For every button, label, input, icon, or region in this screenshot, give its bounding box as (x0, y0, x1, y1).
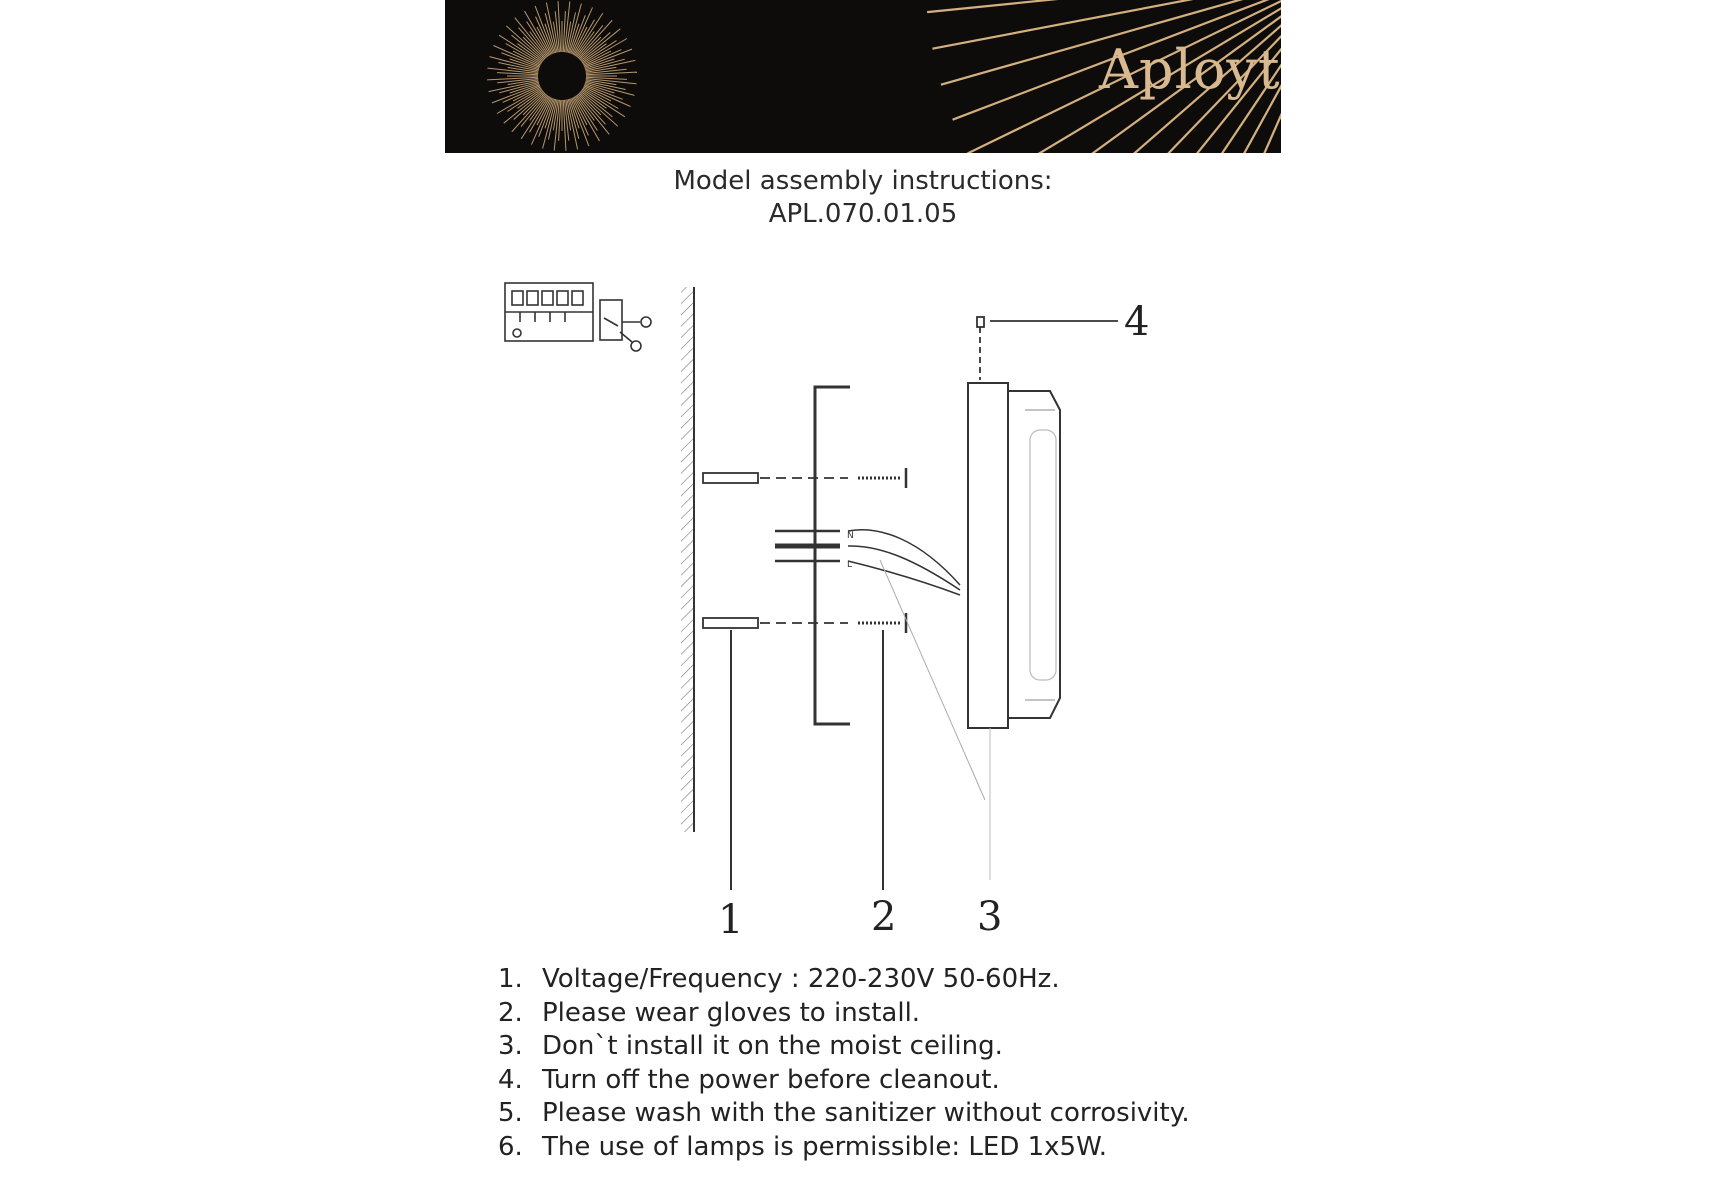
list-item: 4. Turn off the power before cleanout. (498, 1064, 1000, 1095)
list-item: 3. Don`t install it on the moist ceiling. (498, 1031, 1003, 1061)
label-4: 4 (1124, 299, 1150, 345)
wire-mark-n: N (847, 531, 854, 541)
label-3: 3 (977, 894, 1003, 940)
wall (681, 287, 694, 832)
label-2: 2 (871, 894, 897, 940)
list-item: 2. Please wear gloves to install. (498, 997, 921, 1028)
wire-connector (775, 530, 985, 800)
brand-logo: Aployt (1099, 38, 1281, 101)
list-item: 1. Voltage/Frequency : 220-230V 50-60Hz. (498, 964, 1060, 994)
list-item: 5. Please wash with the sanitizer without corrosivity. (498, 1098, 1190, 1128)
terminal-block-icon (505, 283, 651, 351)
page-title: Model assembly instructions: (673, 166, 1053, 196)
wire-mark-l: L (847, 560, 853, 570)
top-screw (977, 317, 1118, 380)
lamp-body (968, 383, 1060, 880)
leader-lines (731, 630, 883, 890)
instructions-list (498, 963, 1190, 1164)
label-1: 1 (718, 897, 744, 943)
model-number: APL.070.01.05 (768, 199, 958, 229)
mounting-bracket (815, 387, 853, 724)
anchor-screw-upper (703, 468, 906, 488)
list-item: 6. The use of lamps is permissible: LED 1x5W. (498, 1131, 1108, 1162)
anchor-screw-lower (703, 613, 906, 633)
